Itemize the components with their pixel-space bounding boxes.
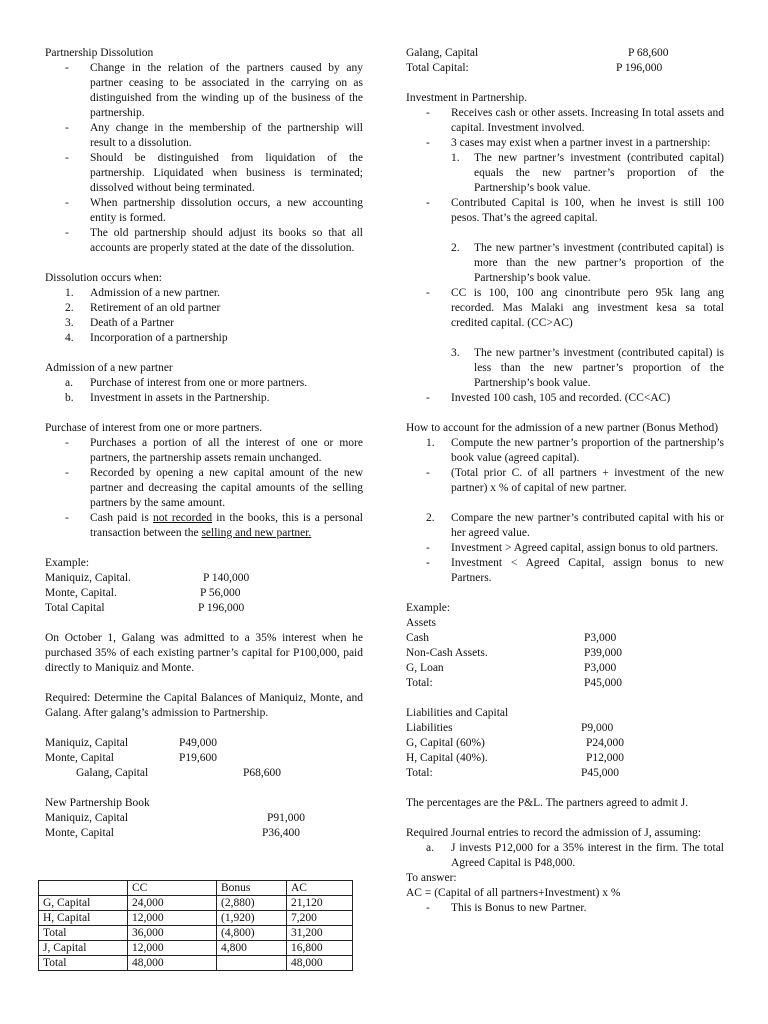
case-item: 1. The new partner’s investment (contributed capital) equals the new partner’s proportion of the Partnership’s book value. bbox=[451, 152, 724, 194]
required-paragraph: Required: Determine the Capital Balances of Maniquiz, Monte, and Galang. After galang’s admission to Partnership. bbox=[45, 692, 363, 719]
table-row: J, Capital 12,000 4,800 16,800 bbox=[39, 941, 353, 956]
capital-table bbox=[38, 880, 353, 971]
lettered-item: a. Purchase of interest from one or more partners. bbox=[65, 377, 308, 389]
formula: AC = (Capital of all partners+Investment) x % bbox=[406, 887, 621, 899]
bullet-item: - Recorded by opening a new capital amount of the new partner and decreasing the capital amounts of the selling partners by the same amount. bbox=[65, 467, 363, 509]
capital-row: Galang, Capital P 68,600 bbox=[406, 47, 669, 59]
bullet-item: - Any change in the membership of the partnership will result to a dissolution. bbox=[65, 122, 363, 149]
table-header-row: CC Bonus AC bbox=[39, 881, 353, 896]
bullet-item: - Investment > Agreed capital, assign bonus to old partners. bbox=[426, 542, 719, 554]
example-row: Maniquiz, Capital. P 140,000 bbox=[45, 572, 250, 584]
liabilities-row: G, Capital (60%) P24,000 bbox=[406, 737, 625, 749]
section-title-bonus-method: How to account for the admission of a new partner (Bonus Method) bbox=[406, 422, 719, 434]
section-title-investment: Investment in Partnership. bbox=[406, 92, 528, 104]
to-answer-label: To answer: bbox=[406, 872, 457, 884]
section-title-occurs: Dissolution occurs when: bbox=[45, 272, 162, 284]
section-title-dissolution: Partnership Dissolution bbox=[45, 47, 154, 59]
scenario-paragraph: On October 1, Galang was admitted to a 35% interest when he purchased 35% of each existing partner’s capital for P100,000, paid directly to Maniquiz and Monte. bbox=[45, 632, 363, 674]
bullet-item: - Cash paid is not recorded in the books, this is a personal transaction between the selling and new partner. bbox=[65, 512, 363, 539]
assets-row: Non-Cash Assets. P39,000 bbox=[406, 647, 623, 659]
section-title-purchase: Purchase of interest from one or more partners. bbox=[45, 422, 263, 434]
bullet-item: - Receives cash or other assets. Increasing In total assets and capital. Investment involved. bbox=[426, 107, 724, 134]
step-item: 1. Compute the new partner’s proportion of the partnership’s book value (agreed capital). bbox=[426, 437, 724, 464]
bullet-item: - When partnership dissolution occurs, a new accounting entity is formed. bbox=[65, 197, 363, 224]
liabilities-row: Liabilities P9,000 bbox=[406, 722, 614, 734]
bullet-item: - CC is 100, 100 ang cinontribute pero 95k lang ang recorded. Mas Malaki ang investment kesa sa total credited capital. (CC>AC) bbox=[426, 287, 724, 329]
balance-row: Maniquiz, Capital P49,000 bbox=[45, 737, 218, 749]
bullet-item: - Invested 100 cash, 105 and recorded. (CC<AC) bbox=[426, 392, 671, 404]
step-item: 2. Compare the new partner’s contributed capital with his or her agreed value. bbox=[426, 512, 724, 539]
example-label: Example: bbox=[406, 602, 451, 614]
lettered-item: b. Investment in assets in the Partnership. bbox=[65, 392, 270, 404]
table-row: G, Capital 24,000 (2,880) 21,120 bbox=[39, 896, 353, 911]
numbered-item: 1. Admission of a new partner. bbox=[65, 287, 220, 299]
new-book-title: New Partnership Book bbox=[45, 797, 150, 809]
percent-note: The percentages are the P&L. The partners agreed to admit J. bbox=[406, 797, 689, 809]
bullet-item: - Investment < Agreed Capital, assign bonus to new Partners. bbox=[426, 557, 724, 584]
bullet-item: - 3 cases may exist when a partner invest in a partnership: bbox=[426, 137, 711, 149]
table-row: Total 36,000 (4,800) 31,200 bbox=[39, 926, 353, 941]
liabilities-row: H, Capital (40%). P12,000 bbox=[406, 752, 625, 764]
assets-row: Cash P3,000 bbox=[406, 632, 617, 644]
left-column bbox=[45, 46, 363, 841]
liabilities-row: Total: P45,000 bbox=[406, 767, 620, 779]
numbered-item: 4. Incorporation of a partnership bbox=[65, 332, 228, 344]
bullet-item: - Purchases a portion of all the interest of one or more partners, the partnership assets remain unchanged. bbox=[65, 437, 363, 464]
bullet-item: - Contributed Capital is 100, when he invest is still 100 pesos. That’s the agreed capital. bbox=[426, 197, 724, 224]
example-row: Total Capital P 196,000 bbox=[45, 602, 245, 614]
right-column bbox=[406, 46, 724, 916]
section-title-admission: Admission of a new partner bbox=[45, 362, 173, 374]
table-row: Total 48,000 48,000 bbox=[39, 956, 353, 971]
balance-row: Galang, Capital P68,600 bbox=[76, 767, 282, 779]
assets-label: Assets bbox=[406, 617, 437, 629]
numbered-item: 2. Retirement of an old partner bbox=[65, 302, 221, 314]
required-journal-paragraph: Required Journal entries to record the admission of J, assuming: bbox=[406, 827, 702, 839]
lettered-item: a. J invests P12,000 for a 35% interest in the firm. The total Agreed Capital is P48,000. bbox=[426, 842, 724, 869]
case-item: 2. The new partner’s investment (contributed capital) is more than the new partner’s proportion of the Partnership’s book value. bbox=[451, 242, 724, 284]
bullet-item: - Should be distinguished from liquidation of the partnership. Liquidated when business is terminated; dissolved without being terminated. bbox=[65, 152, 363, 194]
numbered-item: 3. Death of a Partner bbox=[65, 317, 174, 329]
example-row: Monte, Capital. P 56,000 bbox=[45, 587, 241, 599]
bullet-item: - The old partnership should adjust its books so that all accounts are properly stated at the date of the dissolution. bbox=[65, 227, 363, 254]
case-item: 3. The new partner’s investment (contributed capital) is less than the new partner’s proportion of the Partnership’s book value. bbox=[451, 347, 724, 389]
bullet-item: - Change in the relation of the partners caused by any partner ceasing to be associated in the carrying on as distinguished from the winding up of the business of the partnership. bbox=[65, 62, 363, 119]
table-row: H, Capital 12,000 (1,920) 7,200 bbox=[39, 911, 353, 926]
bullet-item: - (Total prior C. of all partners + investment of the new partner) x % of capital of new partner. bbox=[426, 467, 724, 494]
balance-row: Monte, Capital P19,600 bbox=[45, 752, 218, 764]
bullet-item: - This is Bonus to new Partner. bbox=[426, 902, 587, 914]
assets-row: G, Loan P3,000 bbox=[406, 662, 617, 674]
assets-row: Total: P45,000 bbox=[406, 677, 623, 689]
liabilities-title: Liabilities and Capital bbox=[406, 707, 509, 719]
capital-row: Total Capital: P 196,000 bbox=[406, 62, 663, 74]
new-book-row: Monte, Capital P36,400 bbox=[45, 827, 301, 839]
new-book-row: Maniquiz, Capital P91,000 bbox=[45, 812, 306, 824]
example-label: Example: bbox=[45, 557, 90, 569]
